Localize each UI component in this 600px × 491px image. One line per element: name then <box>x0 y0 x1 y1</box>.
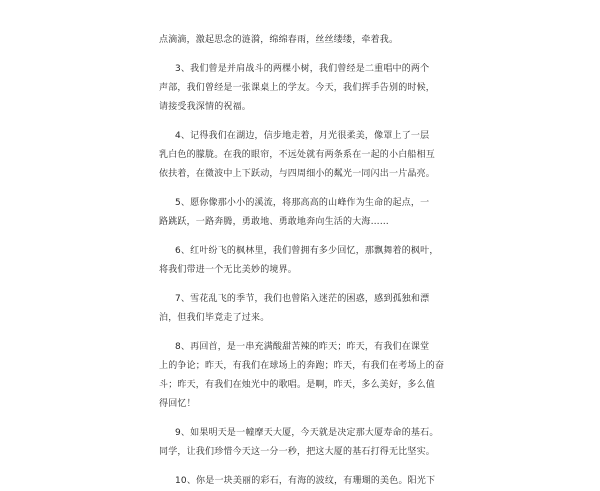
text-line: 乳白色的朦胧。在我的眼帘，不远处就有两条系在一起的小白船相互 <box>159 150 436 160</box>
text-line: 点滴滴，激起思念的涟漪，绵绵春雨，丝丝缕缕，牵着我。 <box>159 35 399 45</box>
text-line: 斗；昨天，有我们在烛光中的歌唱。是啊，昨天，多么美好，多么值 <box>159 380 436 390</box>
text-line: 将我们带进一个无比美妙的境界。 <box>159 265 298 275</box>
text-line: 路跳跃，一路奔腾，勇敢地、勇敢地奔向生活的大海…… <box>159 217 390 227</box>
paragraph-6 <box>159 242 445 280</box>
text-line: 9、如果明天是一幢摩天大厦，今天就是决定那大厦寿命的基石。 <box>175 428 439 438</box>
paragraph-7 <box>159 290 445 328</box>
text-line: 10、你是一块美丽的彩石，有海的波纹，有珊瑚的美色。阳光下 <box>175 476 436 486</box>
paragraph-8 <box>159 338 445 414</box>
text-line: 6、红叶纷飞的枫林里，我们曾拥有多少回忆，那飘舞着的枫叶， <box>175 246 439 256</box>
document-body <box>159 0 445 491</box>
text-line: 同学，让我们珍惜今天这一分一秒，把这大厦的基石打得无比坚实。 <box>159 447 436 457</box>
paragraph-2-tail <box>159 31 445 50</box>
text-line: 上的争论；昨天，有我们在球场上的奔跑；昨天，有我们在考场上的奋 <box>159 361 445 371</box>
text-line: 5、愿你像那小小的溪流，将那高高的山峰作为生命的起点，一 <box>175 198 430 208</box>
text-line: 请接受我深情的祝福。 <box>159 102 252 112</box>
text-line: 依扶着，在微波中上下跃动，与四周细小的粼光一同闪出一片晶亮。 <box>159 169 436 179</box>
paragraph-5 <box>159 194 445 232</box>
text-line: 4、记得我们在湖边，信步地走着，月光很柔美，像罩上了一层 <box>175 131 430 141</box>
paragraph-4 <box>159 127 445 184</box>
text-line: 得回忆！ <box>159 399 196 409</box>
text-line: 泊，但我们毕竟走了过来。 <box>159 313 270 323</box>
text-line: 3、我们曾是并肩战斗的两棵小树，我们曾经是二重唱中的两个 <box>175 64 430 74</box>
text-line: 7、雪花乱飞的季节，我们也曾陷入迷茫的困惑，感到孤独和漂 <box>175 294 430 304</box>
text-line: 8、再回首，是一串充满酸甜苦辣的昨天；昨天，有我们在课堂 <box>175 342 430 352</box>
paragraph-3 <box>159 60 445 117</box>
paragraph-9 <box>159 424 445 462</box>
text-line: 声部，我们曾经是一张课桌上的学友。今天，我们挥手告别的时候， <box>159 83 436 93</box>
paragraph-10-head <box>159 472 445 491</box>
